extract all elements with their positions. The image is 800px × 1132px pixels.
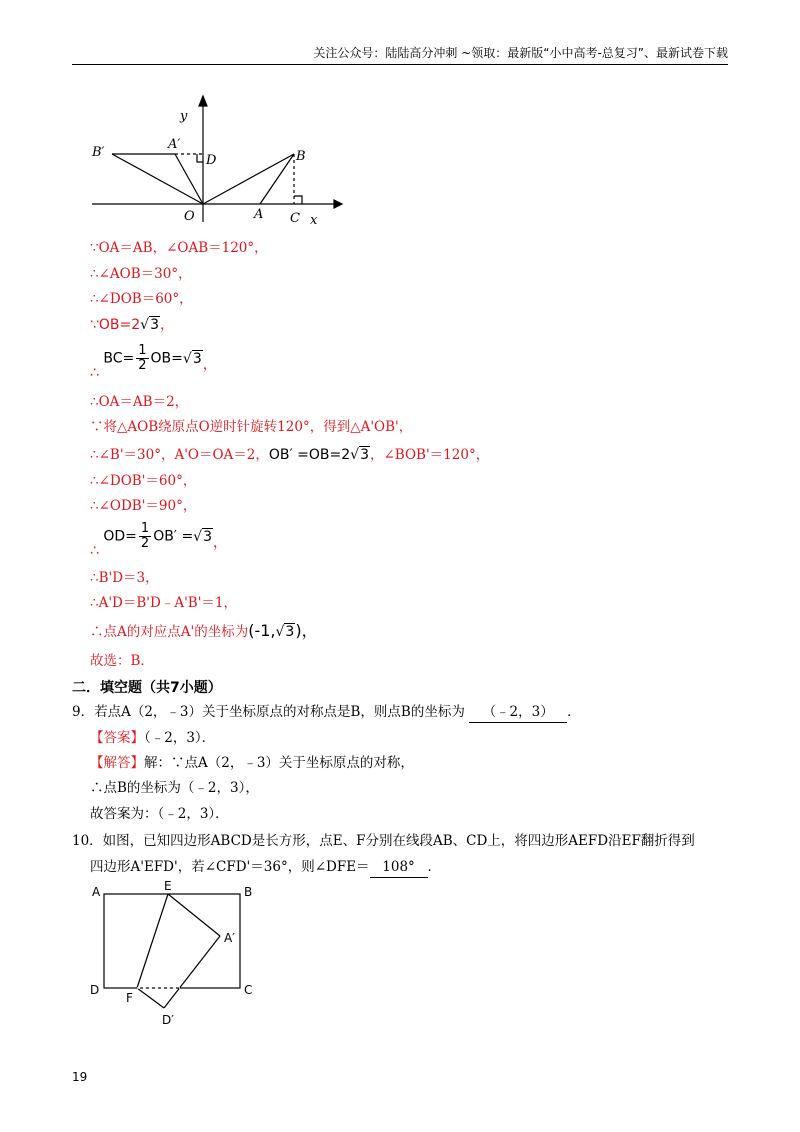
label-Ap: A′ <box>224 931 235 945</box>
label-y: y <box>180 109 188 124</box>
sqrt: √3 <box>275 624 295 640</box>
rotation-diagram <box>84 92 344 232</box>
solution-line-15: 故选：B． <box>90 653 154 669</box>
label-A: A <box>92 885 101 899</box>
solution-line-6: ∴OA＝AB＝2， <box>90 394 189 410</box>
solution-line-3: ∴∠DOB＝60°， <box>90 291 193 307</box>
sqrt: √3 <box>140 317 160 333</box>
right-angle-C <box>294 196 302 204</box>
label-E: E <box>164 880 172 893</box>
x-axis-arrow <box>334 200 342 208</box>
label-x: x <box>310 213 318 228</box>
label-D: D <box>206 153 217 168</box>
section-title: 二．填空题（共7小题） <box>72 680 222 696</box>
question-9: 9．若点A（2，﹣3）关于坐标原点的对称点是B，则点B的坐标为 （﹣2，3） ． <box>72 702 581 723</box>
label-D: D <box>90 983 100 997</box>
sqrt: √3 <box>193 528 213 545</box>
sqrt: √3 <box>350 447 369 463</box>
rectangle-ABCD <box>104 894 240 988</box>
label-C: C <box>290 211 300 226</box>
right-angle-D <box>197 154 203 162</box>
segment-EAp <box>168 894 220 936</box>
answer-blank: 108° <box>370 857 428 878</box>
q9-solution-2: ∴点B的坐标为（﹣2，3）， <box>90 780 259 796</box>
label-Bp: B′ <box>92 145 105 160</box>
solution-line-5: ∴ BC= $\frac{1}{2}$ OB=√3， <box>90 343 217 381</box>
segment-ApDp <box>164 936 220 1008</box>
solution-line-11: ∴ OD= $\frac{1}{2}$ OB′ =√3， <box>90 521 228 559</box>
label-C: C <box>244 983 253 997</box>
label-B: B <box>244 885 253 899</box>
segment-EF <box>137 894 168 988</box>
question-10-line-2: 四边形A'EFD'，若∠CFD'＝36°，则∠DFE＝ 108° ． <box>90 857 441 878</box>
q9-solution-1: 【解答】解：∵点A（2，﹣3）关于坐标原点的对称， <box>90 755 414 771</box>
segment-OB <box>203 154 294 204</box>
solution-line-10: ∴∠ODB'＝90°， <box>90 498 197 514</box>
page-number: 19 <box>72 1070 88 1084</box>
solution-line-8: ∴∠B'＝30°，A'O＝OA＝2，OB′ =OB=2√3，∠BOB'＝120°， <box>90 447 490 463</box>
solution-line-9: ∴∠DOB'＝60°， <box>90 473 197 489</box>
answer-blank: （﹣2，3） <box>469 702 567 723</box>
segment-AB <box>260 154 294 204</box>
label-A: A <box>254 207 264 222</box>
y-axis-arrow <box>199 96 207 106</box>
solution-line-7: ∵将△AOB绕原点O逆时针旋转120°，得到△A'OB'， <box>90 419 413 435</box>
folded-rectangle-diagram <box>84 880 274 1030</box>
label-O: O <box>184 209 195 224</box>
solution-line-13: ∴A'D＝B'D﹣A'B'＝1， <box>90 595 238 611</box>
solution-line-14: ∴点A的对应点A'的坐标为(-1,√3)， <box>90 621 318 640</box>
fraction: $\frac{1}{2}$ <box>140 521 150 551</box>
question-10-line-1: 10．如图，已知四边形ABCD是长方形，点E、F分别在线段AB、CD上，将四边形AEFD沿EF翻折得到 <box>72 833 695 849</box>
q9-solution-3: 故答案为：（﹣2，3）． <box>90 806 229 822</box>
label-Ap: A′ <box>168 137 181 152</box>
solution-line-2: ∴∠AOB＝30°， <box>90 266 192 282</box>
page-header: 关注公众号：陆陆高分冲刺 ~领取：最新版“小中高考-总复习”、最新试卷下载 <box>72 44 728 65</box>
label-F: F <box>126 991 133 1005</box>
fraction: $\frac{1}{2}$ <box>138 343 147 373</box>
label-Dp: D′ <box>162 1013 174 1027</box>
solution-line-12: ∴B'D＝3， <box>90 570 159 586</box>
sqrt: √3 <box>182 350 202 367</box>
solution-line-1: ∵OA＝AB，∠OAB＝120°， <box>90 240 268 256</box>
label-B: B <box>296 149 306 164</box>
segment-DpF <box>137 988 164 1008</box>
solution-line-4: ∵OB=2√3， <box>90 317 175 333</box>
q9-answer: 【答案】（﹣2，3）． <box>90 730 216 746</box>
